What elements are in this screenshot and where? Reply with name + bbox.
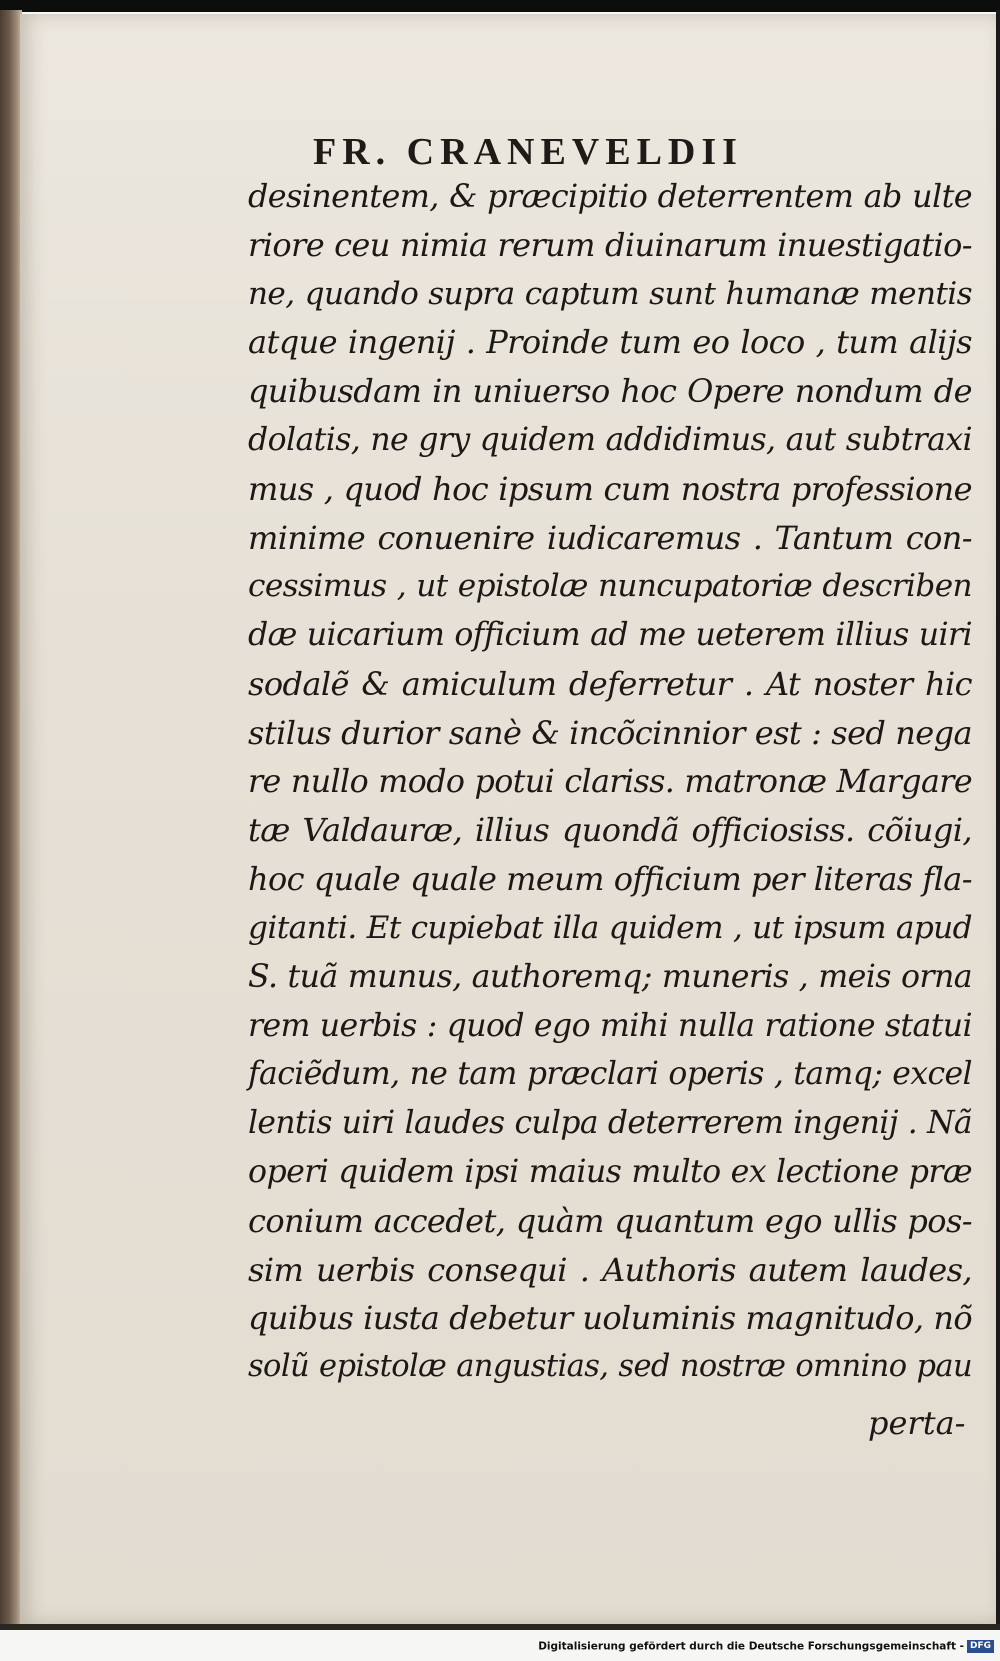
digitization-credit bbox=[0, 1640, 994, 1653]
text-line: dæ uicarium officium ad me ueterem illius uiri bbox=[248, 617, 972, 654]
catchword: perta- bbox=[868, 1404, 966, 1442]
scan-top-border bbox=[0, 0, 1000, 12]
text-line: hoc quale quale meum officium per literas fla- bbox=[248, 860, 972, 899]
credit-text: Digitalisierung gefördert durch die Deutsche Forschungsgemeinschaft - bbox=[538, 1640, 964, 1653]
text-line: quibus iusta debetur uoluminis magnitudo, nõ bbox=[248, 1299, 972, 1338]
text-line: solũ epistolæ angustias, sed nostræ omnino pau bbox=[248, 1349, 972, 1385]
text-line: dolatis, ne gry quidem addidimus, aut subtraxi bbox=[248, 421, 972, 458]
text-line: faciẽdum, ne tam præclari operis , tamq; excel bbox=[248, 1056, 972, 1093]
text-line: operi quidem ipsi maius multo ex lectione præ bbox=[248, 1153, 972, 1190]
text-line: mus , quod hoc ipsum cum nostra professione bbox=[248, 469, 972, 508]
text-line: re nullo modo potui clariss. matronæ Margare bbox=[248, 763, 972, 800]
page-text-block bbox=[248, 172, 972, 1392]
text-line: conium accedet, quàm quantum ego ullis pos- bbox=[248, 1201, 972, 1240]
dfg-logo: DFG bbox=[967, 1640, 994, 1653]
scan-bottom-border bbox=[0, 1624, 1000, 1630]
scan-right-border bbox=[996, 10, 1000, 1625]
text-line: stilus durior sanè & incõcinnior est : sed nega bbox=[248, 713, 972, 752]
text-line: ne, quando supra captum sunt humanæ mentis bbox=[248, 275, 972, 312]
text-line: minime conuenire iudicaremus . Tantum con- bbox=[248, 518, 972, 557]
text-line: quibusdam in uniuerso hoc Opere nondum de bbox=[248, 372, 972, 411]
book-binding-edge bbox=[0, 10, 22, 1625]
text-line: sodalẽ & amiculum deferretur . At noster hic bbox=[248, 664, 972, 703]
text-line: riore ceu nimia rerum diuinarum inuestigatio- bbox=[248, 225, 972, 264]
text-line: atque ingenij . Proinde tum eo loco , tum alijs bbox=[248, 323, 972, 362]
text-line: lentis uiri laudes culpa deterrerem ingenij . Nã bbox=[248, 1105, 972, 1142]
text-line: S. tuã munus, authoremq; muneris , meis orna bbox=[248, 958, 972, 995]
text-line: tæ Valdauræ, illius quondã officiosiss. cõiugi, bbox=[248, 811, 972, 850]
text-line: rem uerbis : quod ego mihi nulla ratione statui bbox=[248, 1007, 972, 1044]
text-line: sim uerbis consequi . Authoris autem laudes, bbox=[248, 1250, 972, 1289]
text-line: cessimus , ut epistolæ nuncupatoriæ describen bbox=[248, 568, 972, 605]
text-line: gitanti. Et cupiebat illa quidem , ut ipsum apud bbox=[248, 909, 972, 946]
running-head: FR. CRANEVELDII bbox=[313, 131, 743, 173]
text-line: desinentem, & præcipitio deterrentem ab ulte bbox=[248, 177, 972, 215]
